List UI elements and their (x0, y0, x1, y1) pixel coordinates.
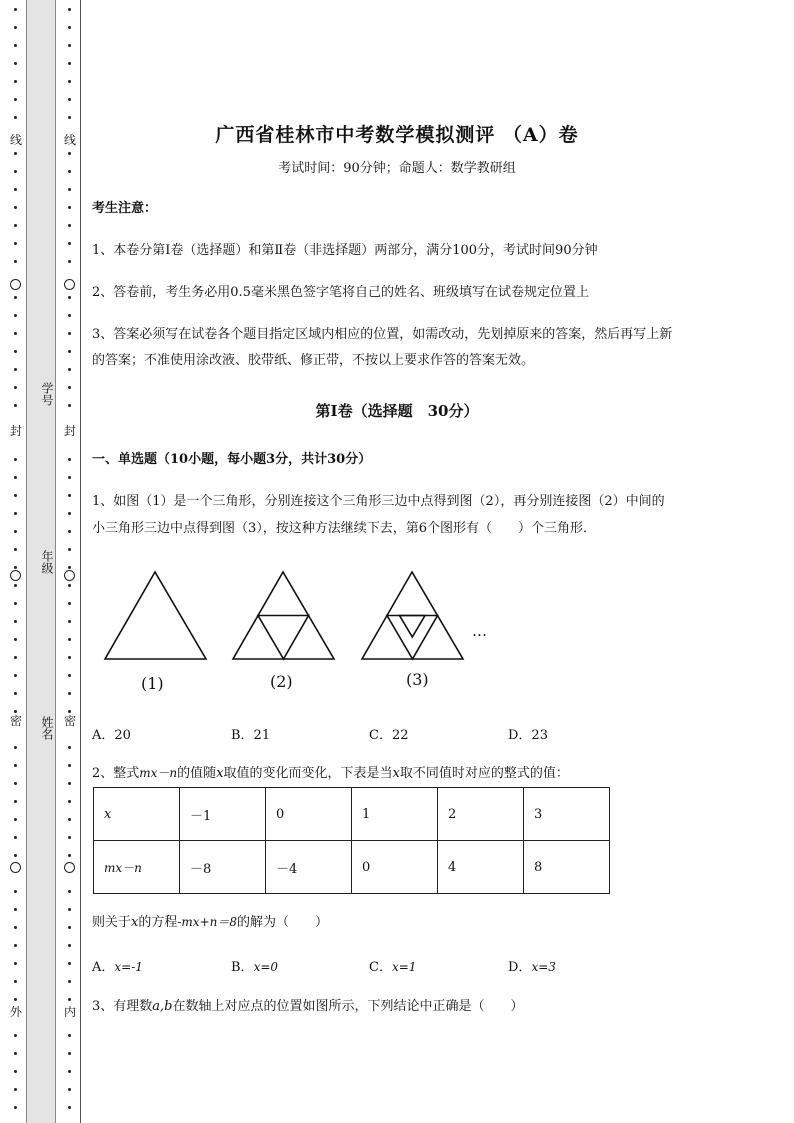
dot (68, 152, 71, 155)
dot (68, 620, 71, 623)
dot (14, 710, 17, 713)
dot (14, 314, 17, 317)
dot (68, 260, 71, 263)
table-cell-x: x (94, 788, 180, 841)
q3-suffix: 在数轴上对应点的位置如图所示，下列结论中正确是（ ） (172, 999, 524, 1014)
dot (68, 638, 71, 641)
dot (68, 1052, 71, 1055)
q1-option-c: C．22 (369, 728, 409, 743)
table-cell: 2 (438, 788, 524, 841)
notice-heading: 考生注意： (92, 201, 158, 216)
dot (14, 818, 17, 821)
dot (68, 890, 71, 893)
dot (14, 800, 17, 803)
q2-question (92, 913, 328, 932)
dot (68, 584, 71, 587)
table-cell: 0 (352, 841, 438, 894)
dot (68, 62, 71, 65)
dot (14, 944, 17, 947)
dot (14, 242, 17, 245)
option-value: x=0 (253, 960, 279, 974)
dot (68, 1034, 71, 1037)
margin-label: 密 (63, 714, 76, 728)
q2-option-d (508, 956, 556, 975)
binding-hole-circle (64, 570, 75, 581)
dot (68, 548, 71, 551)
dot (14, 1106, 17, 1109)
dot (68, 1070, 71, 1073)
dot (68, 242, 71, 245)
dot (14, 296, 17, 299)
binding-hole-circle (10, 570, 21, 581)
table-cell: 1 (352, 788, 438, 841)
dot (68, 836, 71, 839)
dot (68, 332, 71, 335)
q2-question-mid: 的方程 (138, 915, 178, 930)
q1-option-b: B．21 (231, 728, 271, 743)
dot (68, 512, 71, 515)
dot (68, 566, 71, 569)
dot (14, 620, 17, 623)
q2-var: x (216, 766, 224, 781)
dot (14, 1052, 17, 1055)
dot (14, 494, 17, 497)
table-cell: －8 (180, 841, 266, 894)
table-cell: －1 (180, 788, 266, 841)
table-cell: 0 (266, 788, 352, 841)
dot (14, 854, 17, 857)
dot (14, 62, 17, 65)
dot (14, 458, 17, 461)
dot (68, 224, 71, 227)
option-value: x=-1 (114, 960, 143, 974)
dot (14, 566, 17, 569)
table-cell-expr: mx－n (94, 841, 180, 894)
dot (68, 476, 71, 479)
dot (14, 224, 17, 227)
dot (14, 674, 17, 677)
notice-item-2: 2、答卷前，考生务必用0.5毫米黑色签字笔将自己的姓名、班级填写在试卷规定位置上 (92, 285, 589, 300)
dot (68, 8, 71, 11)
binding-hole-circle (10, 862, 21, 873)
q2-option-b (231, 956, 278, 975)
dot (68, 998, 71, 1001)
dot (68, 44, 71, 47)
dot (68, 80, 71, 83)
dot (14, 26, 17, 29)
dot (68, 800, 71, 803)
q2-suffix2: 取不同值时对应的整式的值： (399, 766, 569, 781)
dot (68, 494, 71, 497)
dot (14, 368, 17, 371)
q2-option-a (92, 956, 143, 975)
dot (68, 116, 71, 119)
margin-label: 线 (9, 133, 22, 147)
dot (14, 80, 17, 83)
q2-expression: mx－n (139, 766, 178, 780)
dot (14, 260, 17, 263)
dot (14, 386, 17, 389)
dot (68, 674, 71, 677)
figure-label-1: (1) (141, 674, 164, 693)
binding-hole-circle (10, 279, 21, 290)
dot (14, 1088, 17, 1091)
margin-label: 密 (9, 714, 22, 728)
dot (14, 44, 17, 47)
dot (14, 332, 17, 335)
dot (14, 980, 17, 983)
dot (14, 908, 17, 911)
dot (68, 692, 71, 695)
dot (68, 944, 71, 947)
dot (14, 962, 17, 965)
dot (14, 656, 17, 659)
option-letter: A． (92, 960, 115, 975)
dot (68, 1106, 71, 1109)
dot (14, 746, 17, 749)
dot (14, 512, 17, 515)
dot (68, 908, 71, 911)
dot (68, 746, 71, 749)
dot (68, 206, 71, 209)
option-value: x=3 (531, 960, 556, 974)
dot (68, 530, 71, 533)
notice-item-3-cont: 的答案；不准使用涂改液、胶带纸、修正带，不按以上要求作答的答案无效。 (92, 353, 535, 368)
section-title: 第I卷（选择题 30分） (315, 402, 479, 420)
q2-middle: 的值随 (177, 766, 217, 781)
q3-prefix: 3、有理数 (92, 999, 153, 1014)
triangle-figure-3 (362, 572, 463, 659)
dot (68, 296, 71, 299)
q1-text-line2: 小三角形三边中点得到图（3），按这种方法继续下去，第6个图形有（ ）个三角形． (92, 521, 597, 536)
dot (14, 836, 17, 839)
q1-figure (100, 565, 500, 670)
dot (68, 980, 71, 983)
margin-label: 线 (63, 133, 76, 147)
dot (14, 530, 17, 533)
q2-text (92, 764, 569, 783)
option-letter: B． (231, 960, 254, 975)
dot (68, 386, 71, 389)
dot (14, 206, 17, 209)
dot (68, 1088, 71, 1091)
binding-hole-circle (64, 862, 75, 873)
table-row (94, 788, 610, 841)
dot (14, 116, 17, 119)
dot (14, 1034, 17, 1037)
dot (68, 368, 71, 371)
notice-item-3: 3、答案必须写在试卷各个题目指定区域内相应的位置，如需改动，先划掉原来的答案，然后再写上新 (92, 327, 673, 342)
dot (14, 692, 17, 695)
figure-label-2: (2) (270, 672, 293, 691)
figure-label-3: (3) (406, 670, 429, 689)
triangle-figure-1 (105, 572, 206, 659)
student-id-label: 学号 (40, 382, 54, 406)
q2-question-equation: -mx+n＝8 (177, 915, 237, 929)
dot (14, 188, 17, 191)
option-letter: D． (508, 960, 532, 975)
table-cell: 3 (524, 788, 610, 841)
dot (68, 926, 71, 929)
q3-text (92, 997, 524, 1016)
q2-question-suffix: 的解为（ ） (237, 915, 329, 930)
dot (14, 998, 17, 1001)
q2-prefix: 2、整式 (92, 766, 140, 781)
table-cell: 4 (438, 841, 524, 894)
margin-label: 封 (63, 424, 76, 438)
page-title: 广西省桂林市中考数学模拟测评 （A）卷 (215, 124, 579, 146)
dot (14, 152, 17, 155)
dot (14, 638, 17, 641)
margin-label: 封 (9, 424, 22, 438)
dot (14, 782, 17, 785)
margin-label: 外 (9, 1005, 22, 1019)
table-row (94, 841, 610, 894)
grade-label: 年级 (40, 550, 54, 574)
dot (68, 782, 71, 785)
q1-text-line1: 1、如图（1）是一个三角形，分别连接这个三角形三边中点得到图（2），再分别连接图（2）中间的 (92, 494, 665, 509)
dot (14, 548, 17, 551)
option-value: x=1 (391, 960, 417, 974)
option-letter: C． (369, 960, 392, 975)
dot (68, 188, 71, 191)
dot (14, 8, 17, 11)
dot (68, 98, 71, 101)
name-label: 姓名 (40, 716, 54, 740)
dot (14, 350, 17, 353)
q1-ellipsis: … (472, 622, 487, 640)
q1-option-a: A．20 (92, 728, 131, 743)
q2-suffix: 取值的变化而变化，下表是当 (223, 766, 393, 781)
q2-value-table (93, 787, 610, 894)
q2-option-c (369, 956, 416, 975)
dot (14, 926, 17, 929)
q3-vars: a,b (152, 999, 173, 1014)
dot (14, 98, 17, 101)
dot (68, 818, 71, 821)
dot (68, 350, 71, 353)
dot (14, 584, 17, 587)
dot (68, 602, 71, 605)
dot (14, 1070, 17, 1073)
triangle-figure-2 (233, 572, 334, 659)
part-heading: 一、单选题（10小题，每小题3分，共计30分） (92, 452, 372, 467)
table-cell: －4 (266, 841, 352, 894)
dot (68, 710, 71, 713)
table-cell: 8 (524, 841, 610, 894)
dot (68, 764, 71, 767)
dot (14, 764, 17, 767)
dot (68, 458, 71, 461)
dot (68, 314, 71, 317)
dot (68, 26, 71, 29)
q2-question-var: x (131, 915, 139, 930)
dot (14, 476, 17, 479)
exam-info: 考试时间：90分钟；命题人：数学教研组 (278, 161, 516, 176)
dot (14, 890, 17, 893)
dot (68, 656, 71, 659)
margin-label: 内 (63, 1005, 76, 1019)
q1-option-d: D．23 (508, 728, 548, 743)
dot (68, 854, 71, 857)
binding-hole-circle (64, 279, 75, 290)
dot (14, 602, 17, 605)
dot (68, 962, 71, 965)
notice-item-1: 1、本卷分第I卷（选择题）和第Ⅱ卷（非选择题）两部分，满分100分，考试时间90分钟 (92, 243, 598, 258)
q2-question-prefix: 则关于 (92, 915, 132, 930)
q2-var2: x (392, 766, 400, 781)
